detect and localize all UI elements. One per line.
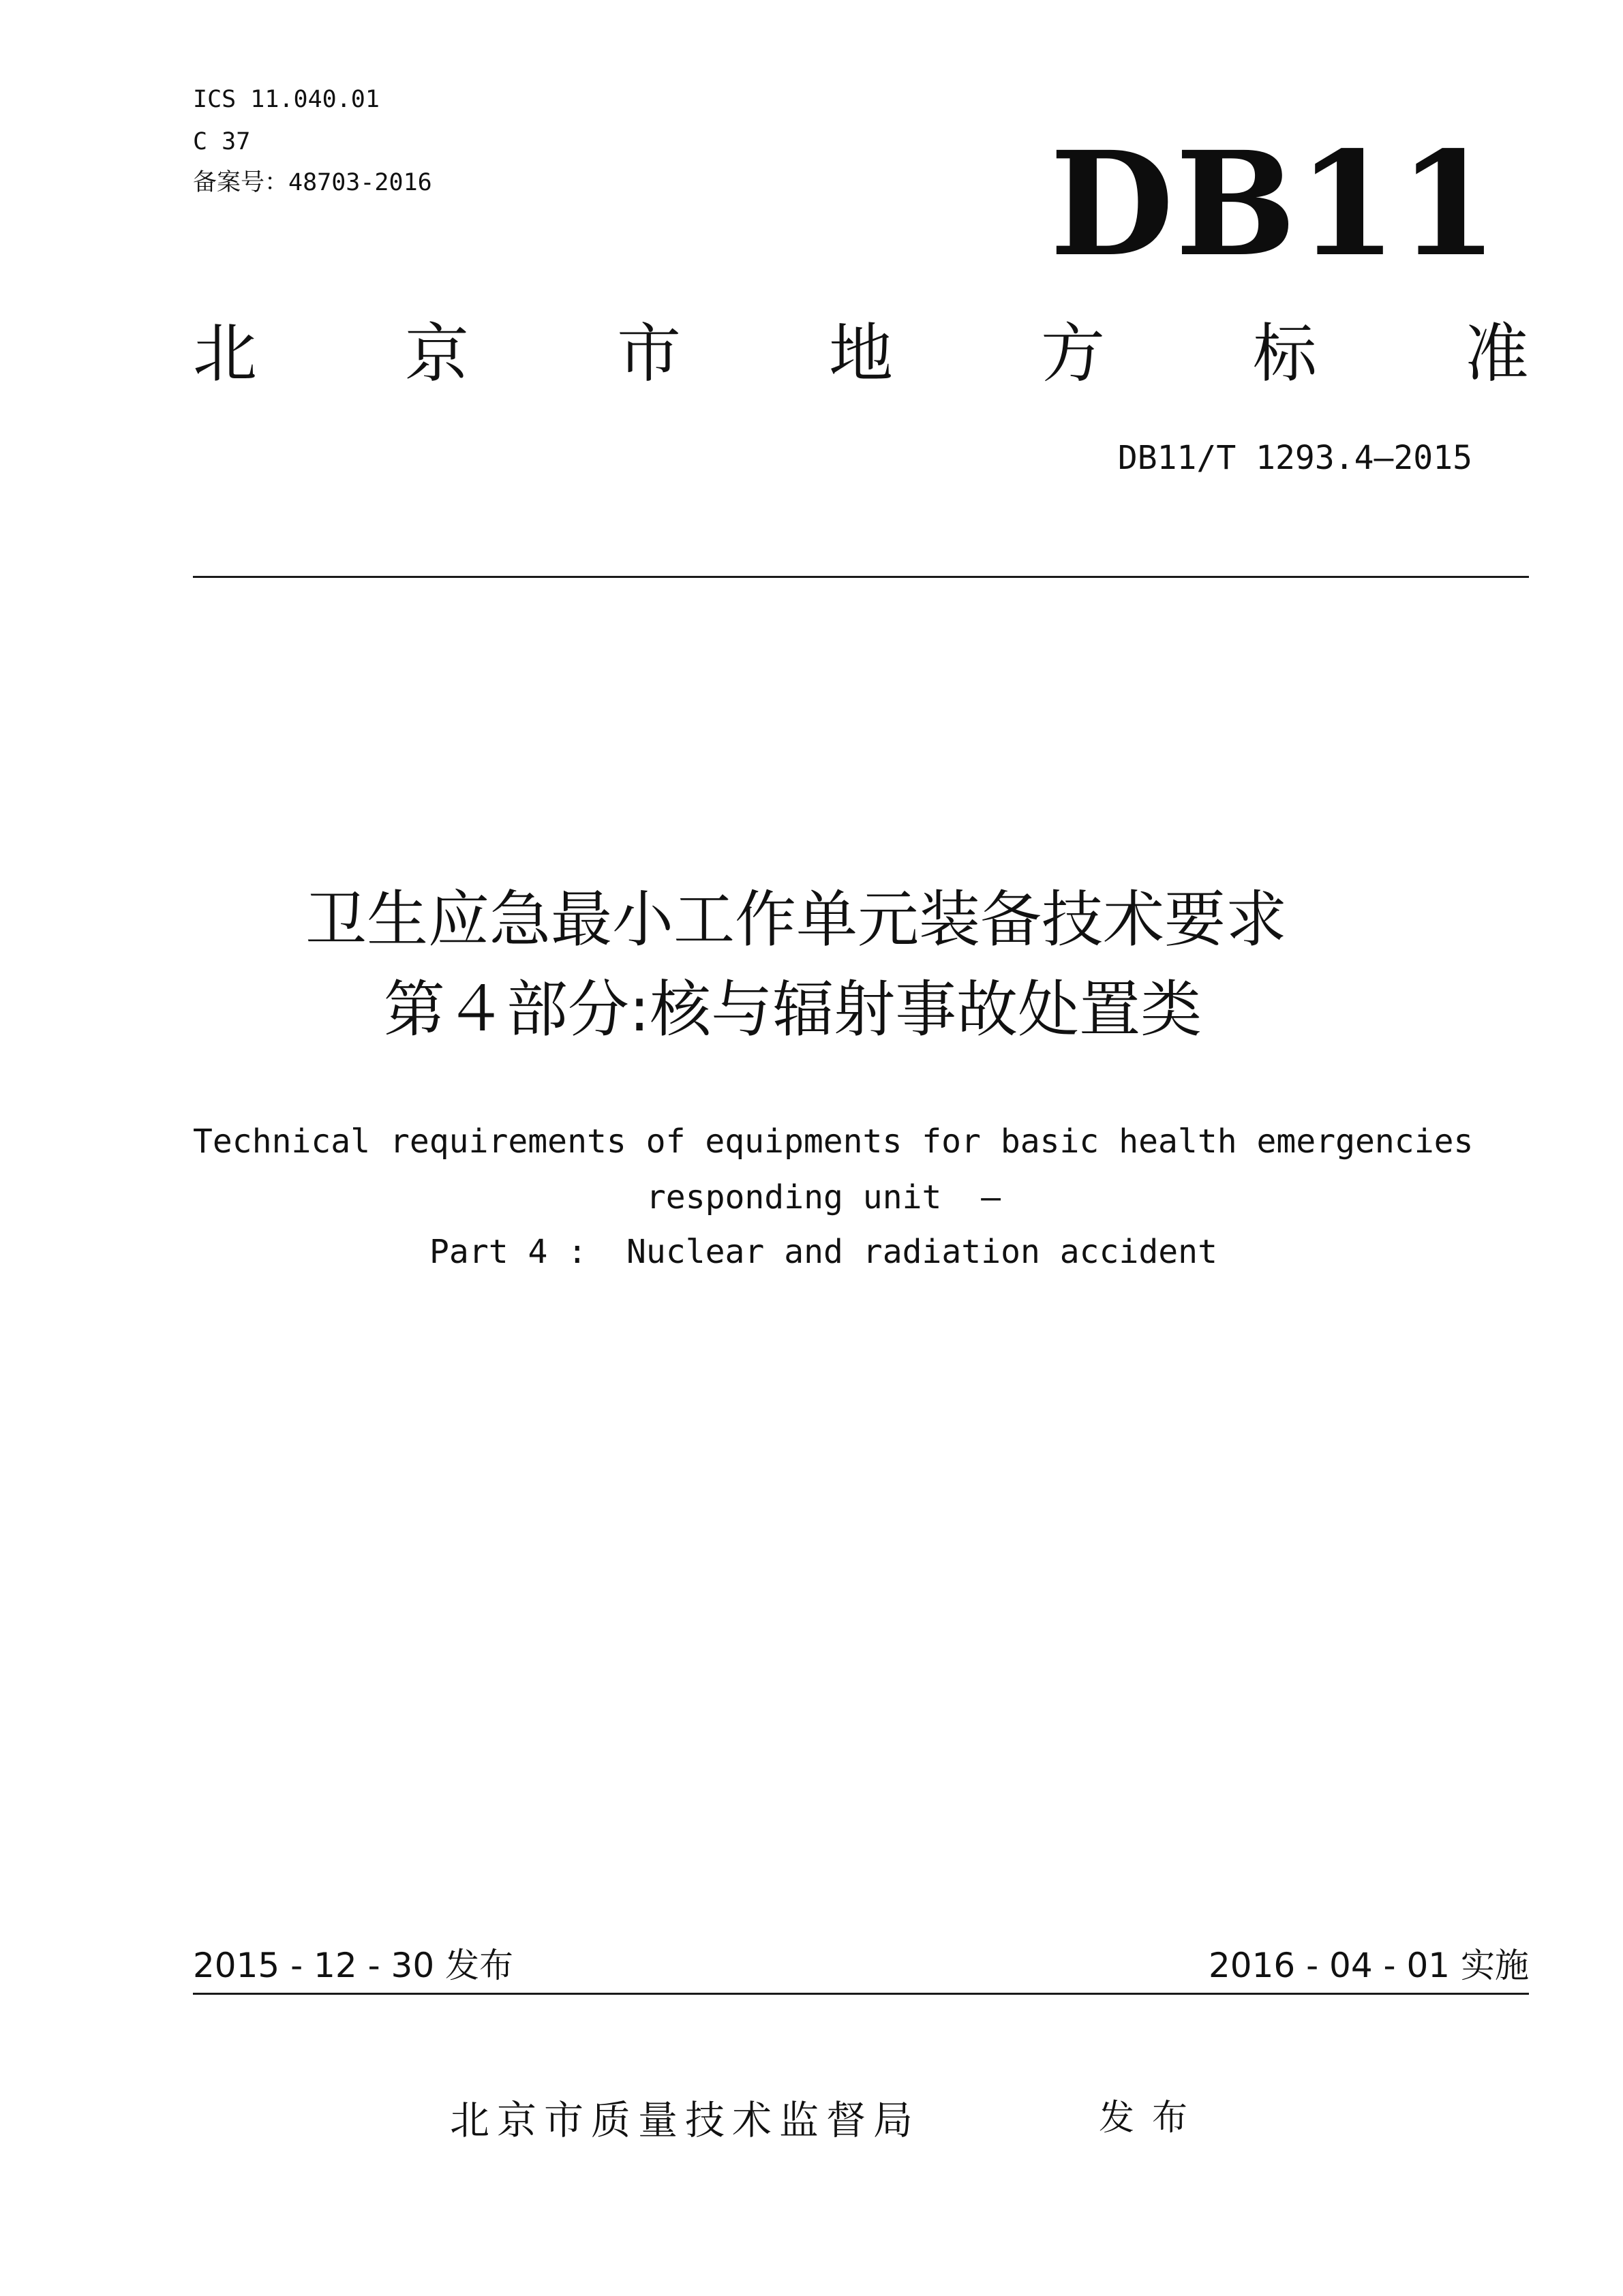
standard-type-char: 市 (616, 317, 681, 391)
db11-logo: DB11 (1050, 120, 1500, 288)
bottom-divider (193, 1993, 1529, 1995)
standard-type-char: 北 (193, 317, 258, 391)
ics-code: ICS 11.040.01 (193, 86, 380, 113)
standard-type-char: 京 (404, 317, 469, 391)
implementation-date: 2016 - 04 - 01 实施 (1208, 1946, 1529, 1985)
standard-type-heading (193, 313, 1529, 395)
issue-date: 2015 - 12 - 30 发布 (193, 1946, 514, 1985)
classification-code: C 37 (193, 128, 251, 155)
standard-type-char: 方 (1040, 317, 1105, 391)
record-number: 备案号：48703-2016 (193, 169, 432, 196)
standard-type-char: 标 (1252, 317, 1317, 391)
standard-type-char: 准 (1464, 317, 1529, 391)
title-en-line1: Technical requirements of equipments for basic health emergencies (193, 1122, 1474, 1161)
issuing-authority: 北京市质量技术监督局 (450, 2097, 921, 2143)
title-en-line2: responding unit — (646, 1178, 1001, 1216)
publish-label: 发布 (1099, 2098, 1206, 2139)
title-cn-line1: 卫生应急最小工作单元装备技术要求 (305, 884, 1287, 955)
standard-type-char: 地 (828, 317, 893, 391)
title-en-line3: Part 4 : Nuclear and radiation accident (429, 1233, 1217, 1271)
title-cn-line2: 第４部分:核与辐射事故处置类 (383, 974, 1202, 1045)
top-divider (193, 576, 1529, 578)
standard-code: DB11/T 1293.4—2015 (1117, 439, 1472, 477)
